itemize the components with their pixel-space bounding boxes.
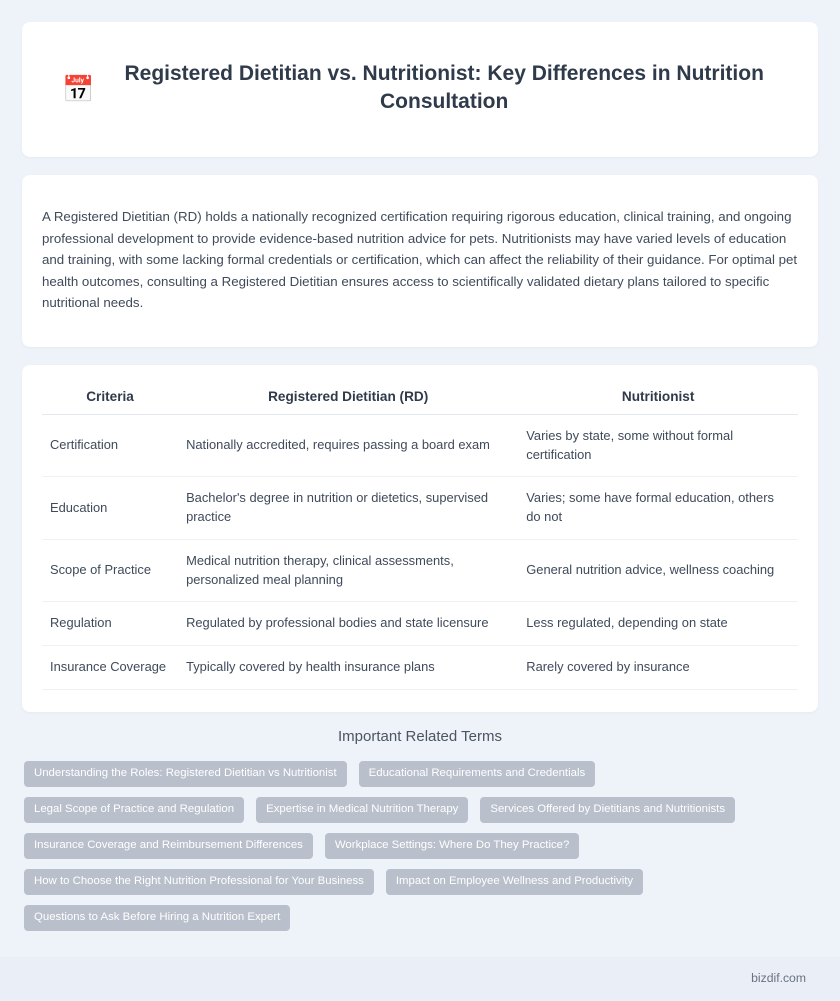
table-row xyxy=(42,539,798,601)
cell-criteria: Certification xyxy=(42,415,178,477)
column-header-registered-dietitian: Registered Dietitian (RD) xyxy=(178,383,518,415)
related-term-chip[interactable]: Questions to Ask Before Hiring a Nutrition Expert xyxy=(24,905,290,931)
table-row xyxy=(42,415,798,477)
related-term-chip[interactable]: Educational Requirements and Credentials xyxy=(359,761,596,787)
cell-criteria: Scope of Practice xyxy=(42,539,178,601)
summary-card xyxy=(22,175,818,347)
header-card xyxy=(22,22,818,157)
related-terms-heading: Important Related Terms xyxy=(338,727,502,745)
comparison-table-card xyxy=(22,365,818,712)
column-header-criteria: Criteria xyxy=(42,383,178,415)
related-terms-list xyxy=(22,761,818,932)
cell-registered-dietitian: Nationally accredited, requires passing a board exam xyxy=(178,415,518,477)
related-term-chip[interactable]: Understanding the Roles: Registered Dietitian vs Nutritionist xyxy=(24,761,347,787)
cell-nutritionist: General nutrition advice, wellness coaching xyxy=(518,539,798,601)
related-term-chip[interactable]: How to Choose the Right Nutrition Professional for Your Business xyxy=(24,869,374,895)
cell-nutritionist: Less regulated, depending on state xyxy=(518,602,798,646)
summary-text: A Registered Dietitian (RD) holds a nationally recognized certification requiring rigorous education, clinical training, and ongoing professional development to provide evidence-based nutrition advice for pets. Nutritionists may have varied levels of education and training, with some lacking formal credentials or certification, which can affect the reliability of their guidance. For optimal pet health outcomes, consulting a Registered Dietitian ensures access to scientifically validated dietary plans tailored to specific nutritional needs. xyxy=(42,209,798,311)
related-term-chip[interactable]: Impact on Employee Wellness and Productivity xyxy=(386,869,643,895)
cell-criteria: Regulation xyxy=(42,602,178,646)
table-header-row xyxy=(42,383,798,415)
related-term-chip[interactable]: Services Offered by Dietitians and Nutritionists xyxy=(480,797,735,823)
related-term-chip[interactable]: Expertise in Medical Nutrition Therapy xyxy=(256,797,468,823)
footer xyxy=(0,957,840,1001)
cell-registered-dietitian: Medical nutrition therapy, clinical assessments, personalized meal planning xyxy=(178,539,518,601)
cell-registered-dietitian: Bachelor's degree in nutrition or dietetics, supervised practice xyxy=(178,477,518,539)
cell-criteria: Insurance Coverage xyxy=(42,645,178,689)
cell-nutritionist: Varies; some have formal education, others do not xyxy=(518,477,798,539)
cell-nutritionist: Rarely covered by insurance xyxy=(518,645,798,689)
calendar-icon: 📅 xyxy=(62,74,95,105)
comparison-table xyxy=(42,383,798,690)
cell-registered-dietitian: Typically covered by health insurance plans xyxy=(178,645,518,689)
site-name: bizdif.com xyxy=(751,971,806,986)
column-header-nutritionist: Nutritionist xyxy=(518,383,798,415)
related-term-chip[interactable]: Insurance Coverage and Reimbursement Differences xyxy=(24,833,313,859)
table-row xyxy=(42,645,798,689)
cell-criteria: Education xyxy=(42,477,178,539)
table-row xyxy=(42,602,798,646)
related-term-chip[interactable]: Workplace Settings: Where Do They Practice? xyxy=(325,833,579,859)
page-title: Registered Dietitian vs. Nutritionist: Key Differences in Nutrition Consultation xyxy=(124,62,764,114)
cell-nutritionist: Varies by state, some without formal certification xyxy=(518,415,798,477)
cell-registered-dietitian: Regulated by professional bodies and state licensure xyxy=(178,602,518,646)
related-term-chip[interactable]: Legal Scope of Practice and Regulation xyxy=(24,797,244,823)
table-row xyxy=(42,477,798,539)
